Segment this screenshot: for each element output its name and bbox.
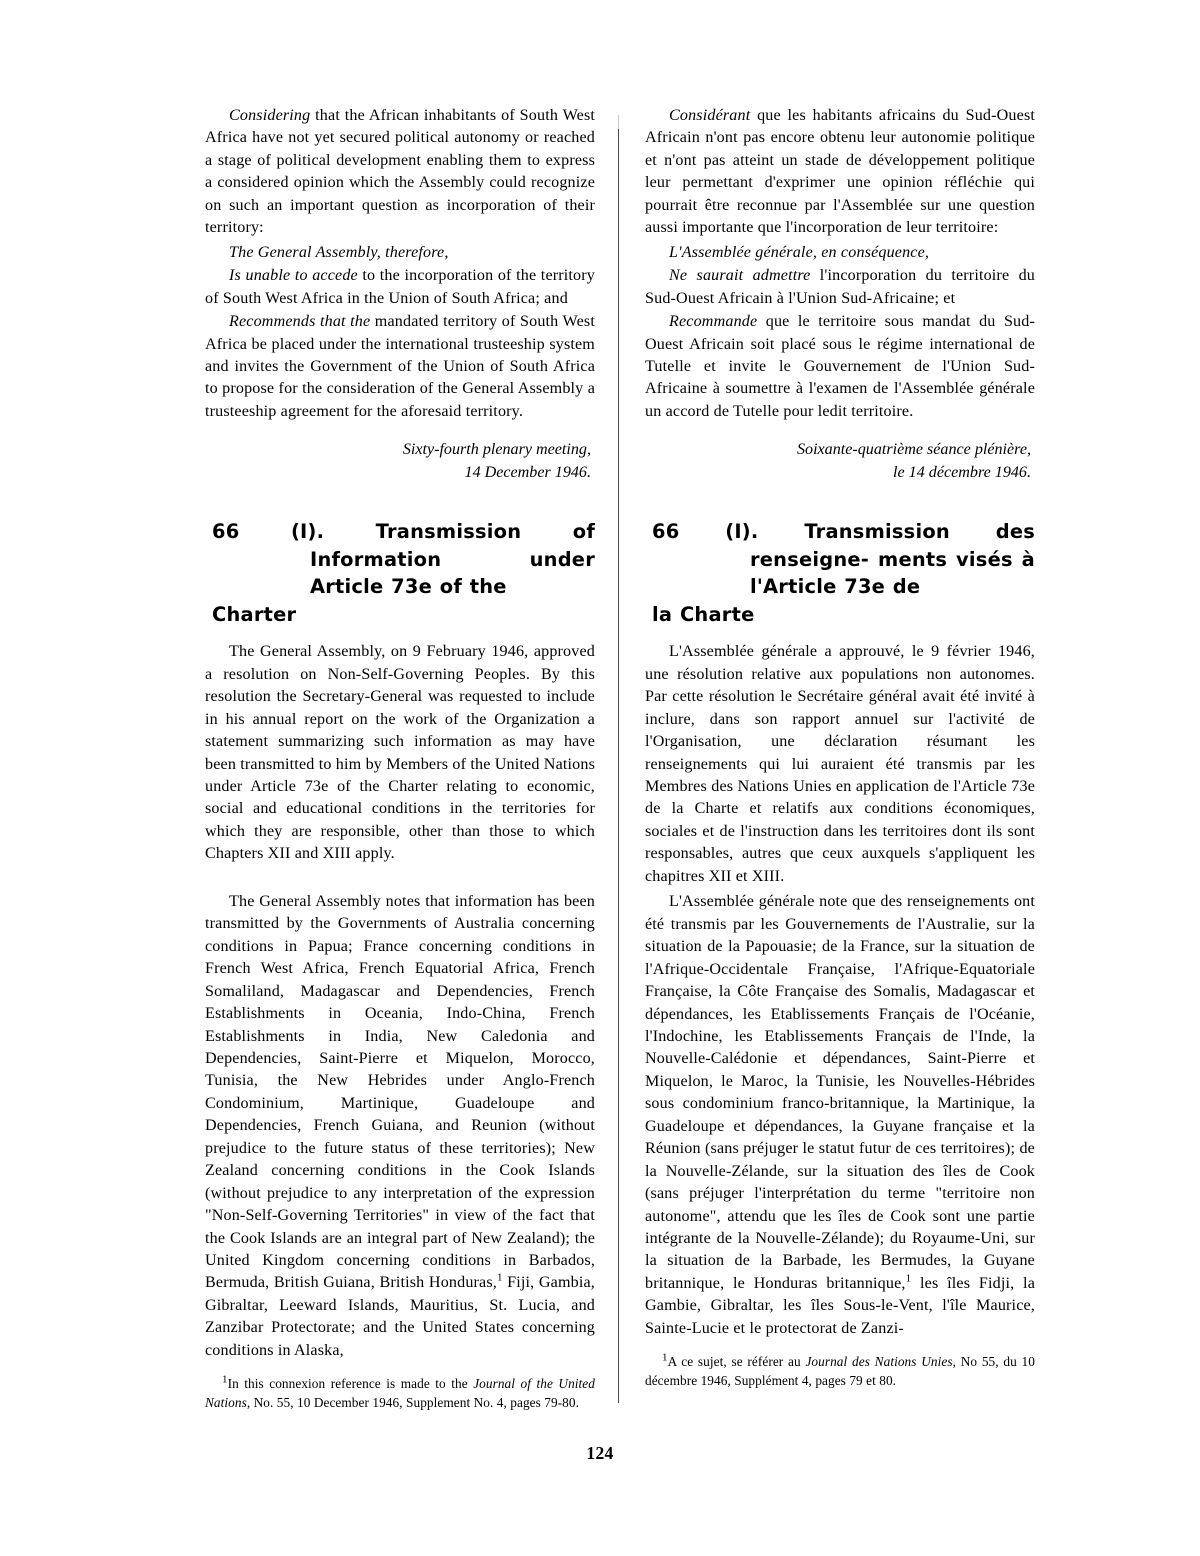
meeting-citation-en bbox=[205, 439, 595, 484]
clause-2-rest-en: mandated territory of South West Africa be placed under the international trusteeship system and invites the Government of the Union of South Africa to propose for the consideration of the General Assembly a trusteeship agreement for the aforesaid territory. bbox=[205, 313, 595, 420]
resolution-paragraph-2-after-ref-fr: les îles Fidji, la Gambie, Gibraltar, les îles Sous-le-Vent, l'île Maurice, Sainte-Lucie et le protectorat de Zanzi- bbox=[645, 1274, 1035, 1337]
footnote-reference-en: 1 bbox=[496, 1272, 503, 1285]
resolution-paragraph-2-before-ref-en: The General Assembly notes that information has been transmitted by the Governments of Australia concerning conditions in Papua; France concerning conditions in French West Africa, French Equatorial Africa, French Somaliland, Madagascar and Dependencies, French Establishments in Oceania, Indo-China, French Establishments in India, New Caledonia and Dependencies, Saint-Pierre et Miquelon, Morocco, Tunisia, the New Hebrides under Anglo-French Condominium, Martinique, Guadeloupe and Dependencies, French Guiana, and Reunion (without prejudice to the future status of these territories); New Zealand concerning conditions in the Cook Islands (without prejudice to any interpretation of the expression "Non-Self-Governing Territories" in view of the fact that the Cook Islands are an integral part of New Zealand); the United Kingdom concerning conditions in Barbados, Bermuda, British Guiana, British Honduras, bbox=[205, 892, 595, 1292]
meeting-line-2-en: 14 December 1946. bbox=[464, 463, 591, 481]
clause-2-lead-fr: Recommande bbox=[669, 313, 758, 331]
preamble-rest-fr: que les habitants africains du Sud-Ouest Africain n'ont pas encore obtenu leur autonomie politique et n'ont pas atteint un stade de développement politique leur permettant d'exprimer une opinion réfléchie qui pourrait être reconnue par l'Assemblée sur une question aussi importante que l'incorporation de leur territoire: bbox=[645, 107, 1035, 237]
footnote-en bbox=[205, 1375, 595, 1412]
resolution-heading-line-3-fr: la Charte bbox=[652, 602, 755, 626]
resolution-paragraph-2-after-ref-en: Fiji, Gambia, Gibraltar, Leeward Islands, Mauritius, St. Lucia, and Zanzibar Protectorate; and the United States concerning conditions in Alaska, bbox=[205, 1274, 595, 1359]
clause-2-fr bbox=[645, 311, 1035, 423]
preamble-lead-en: Considering bbox=[229, 107, 311, 124]
resolution-paragraph-2-before-ref-fr: L'Assemblée générale note que des renseignements ont été transmis par les Gouvernements de l'Australie, sur la situation de la Papouasie; de la France, sur la situation de l'Afrique-Occidentale Française, l'Afrique-Equatoriale Française, la Côte Française des Somalis, Madagascar et dépendances, les Etablissements Français de l'Océanie, l'Indochine, les Etablissements Français de l'Inde, la Nouvelle-Calédonie et dépendances, Saint-Pierre et Miquelon, le Maroc, la Tunisie, les Nouvelles-Hébrides sous condominium franco-britannique, la Martinique, la Guadeloupe et dépendances, la Guyane française et la Réunion (sans préjuger le statut futur de ces territoires); de la Nouvelle-Zélande, sur la situation des îles de Cook (sans préjuger l'interprétation du terme "territoire non autonome", attendu que les îles de Cook sont une partie intégrante de la Nouvelle-Zélande); du Royaume-Uni, sur la situation de la Barbade, les Bermudes, la Guyane britannique, le Honduras britannique, bbox=[645, 893, 1035, 1292]
footnote-reference-fr: 1 bbox=[905, 1272, 912, 1285]
assembly-line-fr: L'Assemblée générale, en conséquence, bbox=[669, 243, 930, 261]
resolution-paragraph-2-fr bbox=[645, 891, 1035, 1340]
clause-1-fr bbox=[645, 265, 1035, 310]
resolution-heading-fr bbox=[645, 518, 1035, 628]
clause-2-rest-fr: que le territoire sous mandat du Sud-Ouest Africain soit placé sous le régime international de Tutelle et invite le Gouvernement de l'Union Sud-Africaine à soumettre à l'examen de l'Assemblée générale un accord de Tutelle pour ledit territoire. bbox=[645, 313, 1035, 420]
footnote-fr bbox=[645, 1353, 1035, 1390]
resolution-heading-line-1-en: 66 (I). Transmission of Information bbox=[212, 520, 595, 571]
preamble-lead-fr: Considérant bbox=[669, 107, 751, 124]
footnote-marker-fr: 1 bbox=[662, 1351, 668, 1364]
resolution-heading-line-2-en: under Article 73e of the bbox=[310, 547, 595, 599]
preamble-paragraph-en bbox=[205, 105, 595, 240]
meeting-line-1-fr: Soixante-quatrième séance plénière, bbox=[796, 441, 1031, 459]
footnote-text-part-1-fr: A ce sujet, se référer au bbox=[667, 1354, 806, 1370]
resolution-paragraph-1-fr: L'Assemblée générale a approuvé, le 9 février 1946, une résolution relative aux populations non autonomes. Par cette résolution le Secrétaire général avait été invité à inclure, dans son rapport annuel sur l'activité de l'Organisation, une déclaration résumant les renseignements qui lui auraient été transmis par les Membres des Nations Unies en application de l'Article 73e de la Charte et relatifs aux conditions économiques, sociales et de l'instruction dans les territoires dont ils sont responsables, autres que ceux auxquels s'appliquent les chapitres XII et XIII. bbox=[645, 643, 1035, 885]
clause-2-en bbox=[205, 311, 595, 423]
meeting-line-2-fr: le 14 décembre 1946. bbox=[893, 463, 1031, 481]
clause-1-rest-en: to the incorporation of the territory of South West Africa in the Union of South Africa; and bbox=[205, 267, 595, 307]
preamble-paragraph-fr bbox=[645, 105, 1035, 240]
column-divider-rule bbox=[618, 115, 619, 1403]
clause-1-lead-fr: Ne saurait admettre bbox=[669, 267, 811, 285]
meeting-line-1-en: Sixty-fourth plenary meeting, bbox=[402, 441, 591, 459]
resolution-heading-en bbox=[205, 518, 595, 628]
footnote-italic-fr: Journal des Nations Unies bbox=[805, 1354, 953, 1370]
preamble-rest-en: that the African inhabitants of South West Africa have not yet secured political autonomy or reached a stage of political development enabling them to express a considered opinion which the Assembly could recognize on such an important question as incorporation of their territory: bbox=[205, 107, 595, 237]
meeting-citation-fr bbox=[645, 439, 1035, 484]
clause-1-lead-en: Is unable to accede bbox=[229, 267, 358, 285]
footnote-text-part-1-en: In this connexion reference is made to the bbox=[227, 1376, 474, 1392]
clause-1-en bbox=[205, 265, 595, 310]
page-number: 124 bbox=[586, 1443, 614, 1463]
footnote-italic-en: Journal of the United Nations bbox=[205, 1376, 595, 1410]
column-english bbox=[205, 105, 595, 1412]
resolution-heading-line-3-en: Charter bbox=[212, 602, 297, 626]
footnote-text-part-2-en: , No. 55, 10 December 1946, Supplement No. 4, pages 79-80. bbox=[246, 1394, 579, 1410]
resolution-paragraph-2-en bbox=[205, 891, 595, 1363]
clause-1-rest-fr: l'incorporation du territoire du Sud-Ouest Africain à l'Union Sud-Africaine; et bbox=[645, 267, 1035, 307]
footnote-marker-en: 1 bbox=[222, 1373, 228, 1386]
two-column-body bbox=[205, 105, 1035, 1415]
column-french bbox=[645, 105, 1035, 1390]
footnote-text-part-2-fr: , No 55, du 10 décembre 1946, Supplément 4, pages 79 et 80. bbox=[645, 1354, 1035, 1388]
clause-2-lead-en: Recommends that the bbox=[229, 313, 371, 331]
resolution-heading-line-1-fr: 66 (I). Transmission des renseigne- bbox=[652, 520, 1035, 571]
resolution-paragraph-1-en: The General Assembly, on 9 February 1946, approved a resolution on Non-Self-Governing Peoples. By this resolution the Secretary-General was requested to include in his annual report on the work of the Organization a statement summarizing such information as may have been transmitted to him by Members of the United Nations under Article 73e of the Charter relating to economic, social and educational conditions in the territories for which they are responsible, other than those to which Chapters XII and XIII apply. bbox=[205, 643, 595, 863]
resolution-heading-line-2-fr: ments visés à l'Article 73e de bbox=[750, 547, 1035, 599]
assembly-line-en: The General Assembly, therefore, bbox=[229, 243, 449, 261]
